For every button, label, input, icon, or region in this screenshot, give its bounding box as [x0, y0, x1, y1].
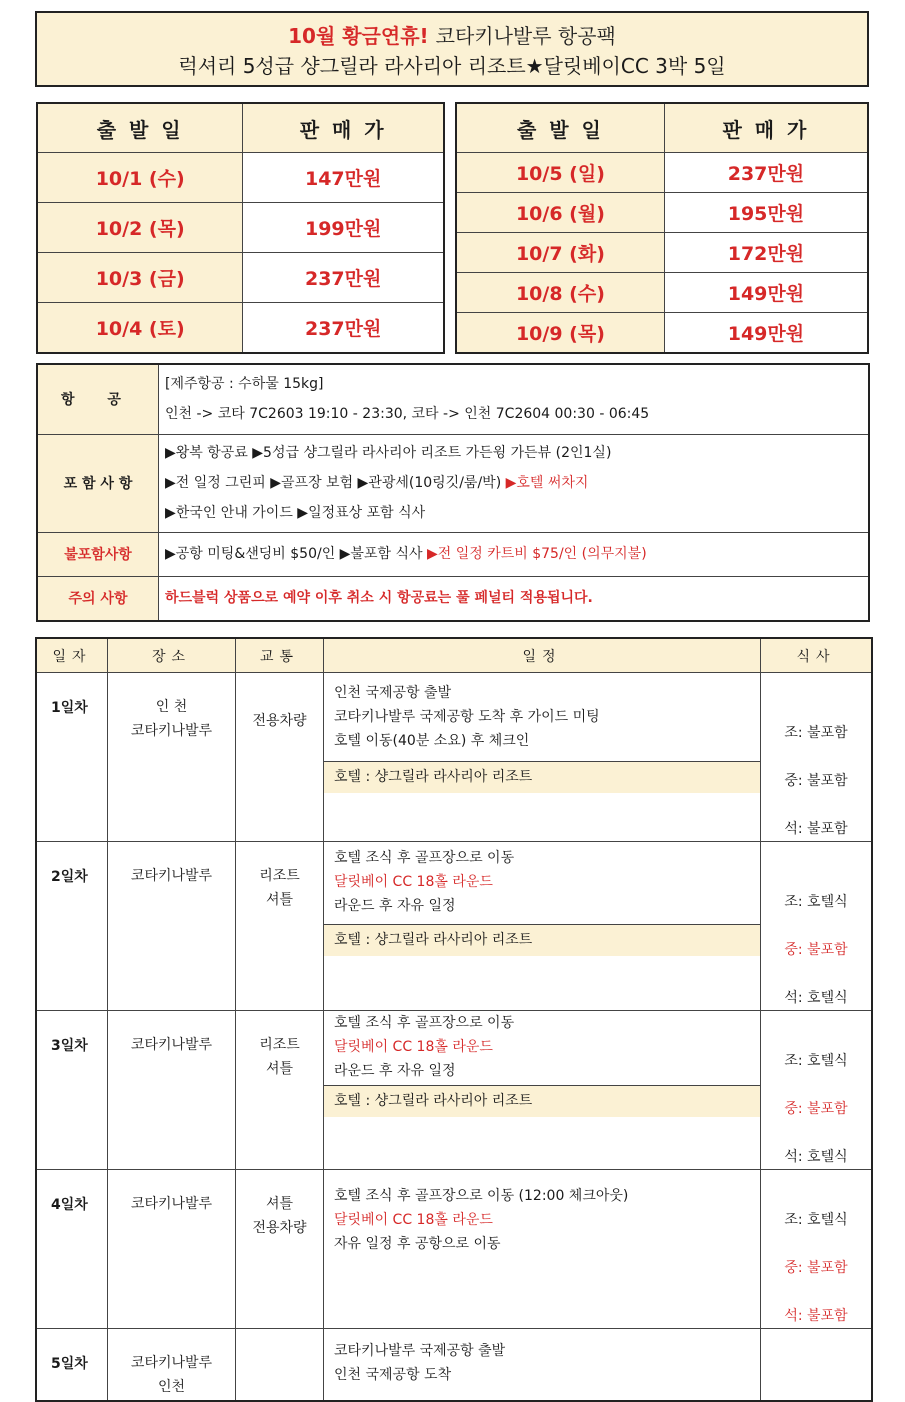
place: 코타키나발루: [130, 723, 213, 739]
schedule-row: [36, 842, 872, 1011]
title-line1: [37, 23, 867, 49]
header-itinerary: 일정: [324, 638, 761, 673]
inclusion-text: ▶전 일정 그린피 ▶골프장 보험 ▶관광세(10링깃/룸/박): [165, 475, 502, 491]
meal-breakfast: 조: 호텔식: [784, 1053, 848, 1069]
price-value: 149만원: [664, 273, 868, 313]
activity: 호텔 조식 후 골프장으로 이동 (12:00 체크아웃): [334, 1188, 629, 1204]
header-place: 장소: [108, 638, 236, 673]
price-value: 149만원: [664, 313, 868, 354]
hotel-surcharge: ▶호텔 써차지: [505, 475, 589, 491]
activity: 인천 국제공항 도착: [334, 1367, 452, 1383]
departure-date: 10/9 (목): [456, 313, 664, 354]
meal-breakfast: 조: 호텔식: [784, 1212, 848, 1228]
exclusions-label: 불포함사항: [37, 532, 159, 576]
flight-info: [159, 364, 870, 434]
header-transport: 교통: [236, 638, 324, 673]
departure-date: 10/8 (수): [456, 273, 664, 313]
header-meal: 식사: [761, 638, 873, 673]
transport: 셔틀: [265, 1061, 294, 1077]
activity: 호텔 이동(40분 소요) 후 체크인: [334, 733, 530, 749]
price-value: 147만원: [243, 153, 444, 203]
price-value: 172만원: [664, 233, 868, 273]
price-table-left: [36, 102, 445, 354]
meal-dinner: 석: 호텔식: [784, 990, 848, 1006]
title-product: 코타키나발루 항공팩: [435, 24, 616, 48]
price-row: [37, 303, 444, 354]
price-row: [456, 153, 868, 193]
flight-airline: [제주항공 : 수하물 15kg]: [165, 376, 324, 393]
hotel-info: 호텔 : 샹그릴라 라사리아 리조트: [324, 924, 760, 956]
price-value: 199만원: [243, 203, 444, 253]
departure-date: 10/5 (일): [456, 153, 664, 193]
info-table: [36, 363, 870, 622]
place: 코타키나발루: [130, 1196, 213, 1212]
exclusions: [159, 532, 870, 576]
golf-round: 달릿베이 CC 18홀 라운드: [334, 1212, 493, 1228]
hotel-info: 호텔 : 샹그릴라 라사리아 리조트: [324, 761, 760, 793]
departure-date: 10/2 (목): [37, 203, 243, 253]
meal-breakfast: 조: 호텔식: [784, 894, 848, 910]
day-label: 1일차: [51, 700, 88, 716]
hotel-info: 호텔 : 샹그릴라 라사리아 리조트: [324, 1085, 760, 1117]
activity: 라운드 후 자유 일정: [334, 898, 456, 914]
price-row: [37, 153, 444, 203]
day-label: 4일차: [51, 1197, 88, 1213]
price-row: [456, 233, 868, 273]
price-row: [456, 193, 868, 233]
header-day: 일자: [36, 638, 108, 673]
departure-date: 10/4 (토): [37, 303, 243, 354]
activity: 자유 일정 후 공항으로 이동: [334, 1236, 501, 1252]
inclusions-label: 포 함 사 항: [37, 434, 159, 532]
place: 코타키나발루: [130, 1355, 213, 1371]
notice-label: 주의 사항: [37, 576, 159, 621]
place: 인 천: [155, 699, 188, 715]
place: 코타키나발루: [130, 868, 213, 884]
notice-text: 하드블럭 상품으로 예약 이후 취소 시 항공료는 풀 페널티 적용됩니다.: [159, 576, 870, 621]
place: 코타키나발루: [130, 1037, 213, 1053]
price-value: 237만원: [243, 253, 444, 303]
meal-dinner: 석: 호텔식: [784, 1149, 848, 1165]
schedule-row: [36, 1329, 872, 1401]
day-label: 2일차: [51, 869, 88, 885]
price-row: [456, 313, 868, 354]
meal-dinner: 석: 불포함: [784, 821, 848, 837]
activity: 호텔 조식 후 골프장으로 이동: [334, 850, 515, 866]
cart-fee: ▶전 일정 카트비 $75/인 (의무지불): [426, 546, 647, 562]
exclusion-text: ▶공항 미팅&샌딩비 $50/인 ▶불포함 식사: [165, 546, 423, 562]
activity: 코타키나발루 국제공항 출발: [334, 1343, 506, 1359]
header-departure: 출 발 일: [37, 103, 243, 153]
schedule-table: [35, 637, 873, 1402]
price-row: [37, 203, 444, 253]
transport: 리조트: [259, 868, 300, 884]
title-line2: 럭셔리 5성급 샹그릴라 라사리아 리조트★달릿베이CC 3박 5일: [178, 54, 726, 78]
price-row: [37, 253, 444, 303]
header-price: 판 매 가: [664, 103, 868, 153]
activity: 호텔 조식 후 골프장으로 이동: [334, 1015, 515, 1031]
price-table-right: [455, 102, 869, 354]
departure-date: 10/7 (화): [456, 233, 664, 273]
transport: 셔틀: [265, 892, 294, 908]
place: 인천: [157, 1379, 186, 1395]
transport: 전용차량: [252, 1220, 307, 1236]
flight-label: 항 공: [37, 364, 159, 434]
schedule-row: [36, 673, 872, 842]
transport: 셔틀: [265, 1196, 294, 1212]
schedule-row: [36, 1011, 872, 1170]
day-label: 5일차: [51, 1356, 88, 1372]
meal-lunch: 중: 불포함: [784, 773, 848, 789]
price-value: 237만원: [243, 303, 444, 354]
inclusion-line: ▶한국인 안내 가이드 ▶일정표상 포함 식사: [165, 505, 426, 521]
transport: 리조트: [259, 1037, 300, 1053]
inclusion-line: [165, 468, 868, 498]
price-value: 237만원: [664, 153, 868, 193]
departure-date: 10/1 (수): [37, 153, 243, 203]
meal-lunch: 중: 불포함: [784, 1260, 848, 1276]
price-row: [456, 273, 868, 313]
inclusions: [159, 434, 870, 532]
meal-breakfast: 조: 불포함: [784, 725, 848, 741]
inclusion-line: ▶왕복 항공료 ▶5성급 샹그릴라 라사리아 리조트 가든윙 가든뷰 (2인1실): [165, 445, 612, 461]
golf-round: 달릿베이 CC 18홀 라운드: [334, 874, 493, 890]
day-label: 3일차: [51, 1038, 88, 1054]
departure-date: 10/6 (월): [456, 193, 664, 233]
meal-dinner: 석: 불포함: [784, 1308, 848, 1324]
departure-date: 10/3 (금): [37, 253, 243, 303]
activity: 인천 국제공항 출발: [334, 685, 452, 701]
flight-times: 인천 -> 코타 7C2603 19:10 - 23:30, 코타 -> 인천 7C2604 00:30 - 06:45: [165, 406, 650, 423]
transport: 전용차량: [252, 713, 307, 729]
golf-round: 달릿베이 CC 18홀 라운드: [334, 1039, 493, 1055]
title-box: [35, 11, 869, 87]
meal-lunch: 중: 불포함: [784, 942, 848, 958]
header-price: 판 매 가: [243, 103, 444, 153]
meal-lunch: 중: 불포함: [784, 1101, 848, 1117]
header-departure: 출 발 일: [456, 103, 664, 153]
title-highlight: 10월 황금연휴!: [288, 24, 429, 48]
price-value: 195만원: [664, 193, 868, 233]
schedule-row: [36, 1170, 872, 1329]
activity: 코타키나발루 국제공항 도착 후 가이드 미팅: [334, 709, 600, 725]
activity: 라운드 후 자유 일정: [334, 1063, 456, 1079]
